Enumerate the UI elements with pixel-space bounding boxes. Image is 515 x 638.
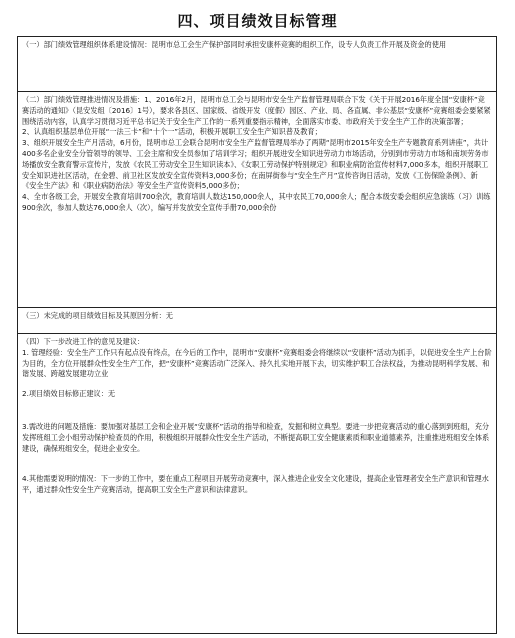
section-2-item-1: （二）部门绩效管理推进情况及措施：1、2016年2月，昆明市总工会与昆明市安全生产监督管理局联合下发《关于开展2016年度全国“安康杯”竞赛活动的通知》（昆安发组〔2016〕1号），要求各县区、国家级、省级开发（度假）园区、产业、局、各直属、非公基层“安康杯”竞赛组委会要紧紧围绕活动内容，认真学习贯彻习近平总书记关于安全生产工作的一系列重要指示精神，全面落实市委、市政府关于安全生产工作的决策部署； [22, 95, 491, 126]
section-2-item-4: 4、全市各级工会，开展安全教育培训700余次，教育培训人数达150,000余人，其中农民工70,000余人；配合本级安委会组织应急演练（习）训练900余次，参加人数达76,000余人（次），编写并发放安全宣传手册70,000余份 [22, 192, 491, 212]
section-3-unfinished-targets [18, 308, 496, 334]
page-title: 四、项目绩效目标管理 [177, 12, 338, 30]
section-4-item-1: 1. 管理经验：安全生产工作只有起点没有终点，在今后的工作中，昆明市“安康杯”竞赛组委会将继续以“安康杯”活动为抓手，以促进安全生产上台阶为目的，全方位开展群众性安全生产工作，把“安康杯”竞赛活动广泛深入、持久扎实地开展下去，切实维护职工合法权益，为推动昆明科学发展、和谐发展、跨越发展建功立业 [22, 347, 492, 379]
section-1-org-system [18, 37, 496, 92]
section-2-progress-measures [18, 92, 496, 308]
section-2-item-2: 2、认真组织基层单位开展“一法三卡”和“十个一”活动，积极开展职工安全生产知识普及教育； [22, 127, 322, 137]
spacer [22, 400, 492, 422]
section-4-item-3: 3.需改进的问题及措施：要加强对基层工会和企业开展“安康杯”活动的指导和检查，发掘和树立典型。要进一步把竞赛活动的重心落到到班组，充分发挥班组工会小组劳动保护检查员的作用，积极组织开展群众性安全生产活动，不断提高职工安全健康素质和职业道德素养，注重推进班组安全体系建设，确保班组安全，促进企业安全。 [22, 421, 490, 453]
section-4-item-4: 4.其他需要说明的情况：下一步的工作中，要在重点工程项目开展劳动竞赛中，深入推进企业安全文化建设，提高企业管理者安全生产意识和管理水平，通过群众性安全生产竞赛活动，提高职工安全生产意识和法律意识。 [22, 474, 489, 495]
spacer [22, 454, 492, 474]
section-4-improvement-suggestions [18, 334, 496, 633]
performance-table [17, 36, 497, 634]
spacer [22, 380, 492, 389]
section-2-item-3: 3、组织开展安全生产月活动，6月份，昆明市总工会联合昆明市安全生产监督管理局举办了两期“昆明市2015年安全生产专题教育系列讲座”，共计400多名企业安全分管领导的领导、工会主席和安全员参加了培训学习；组织开展进安全知识进劳动力市场活动，分别到市劳动力市场和南坝劳务市场播放安全教育警示宣传片，发放《农民工劳动安全卫生知识读本》、《女职工劳动保护特别规定》和职业病防治宣传材料7,000多本，组织开展职工安全知识进社区活动，在金碧、前卫社区发放安全宣传资料3,000多份；在南屏街参与“安全生产月”宣传咨询日活动，发放《工伤保险条例》、新《安全生产法》和《职业病防治法》等安全生产宣传资料5,000多份； [22, 138, 489, 191]
section-1-text: （一）部门绩效管理组织体系建设情况：昆明市总工会生产保护部同时承担安康杯竞赛的组织工作，设专人负责工作开展及资金的使用 [22, 40, 447, 49]
section-4-item-2: 2.项目绩效目标修正建议：无 [22, 389, 116, 399]
section-3-text: （三）未完成的项目绩效目标及其原因分析：无 [22, 311, 173, 320]
section-4-heading: （四）下一步改进工作的意见及建议： [22, 337, 145, 346]
